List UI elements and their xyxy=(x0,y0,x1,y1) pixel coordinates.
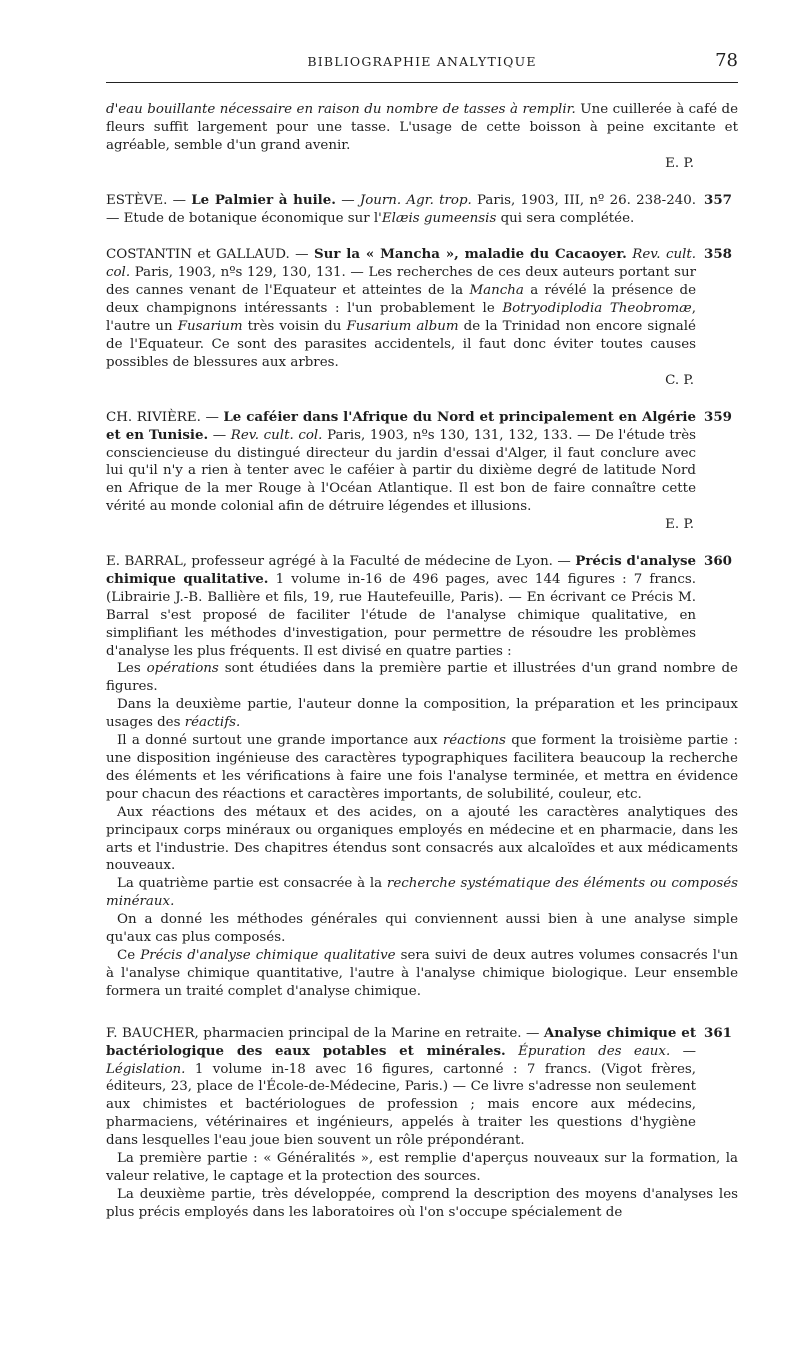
entry-text: a révélé la présence de deux champignons intéressants : l'un probablement le xyxy=(106,283,697,317)
entry-number: 358 xyxy=(704,246,732,263)
entry-italic: Fusarium album xyxy=(346,319,459,335)
entry-italic: réactions xyxy=(442,733,506,749)
entry-body: COSTANTIN et GALLAUD. — Sur la « Mancha », maladie du Cacaoyer. Rev. cult. col. Paris, 1903, nºs 129, 130, 131. — Les recherches de ces deux auteurs portant sur des cannes venant de l'Equateur et atteintes de la Mancha a révélé la présence de deux champignons intéressants : l'un probablement le Botryodiplodia Theobromæ, l'autre un Fusarium très voisin du Fusarium album de la Trinidad non encore signalé de l'Equateur. Ce sont des parasites accidentels, il faut donc éviter toutes causes possibles de blessures aux arbres. xyxy=(106,246,697,370)
entry-body: F. BAUCHER, pharmacien principal de la Marine en retraite. — Analyse chimique et bactériologique des eaux potables et minérales. Épuration des eaux. — Législation. 1 volume in-18 avec 16 figures, cartonné : 7 francs. (Vigot frères, éditeurs, 23, place de l'École-de-Médecine, Paris.) — Ce livre s'adresse non seulement aux chimistes et bactériologues de profession ; mais encore aux médecins, pharmaciens, vétérinaires et ingénieurs, appelés à traiter les questions d'hygiène dans lesquelles l'eau joue bien souvent un rôle prépondérant. xyxy=(106,1024,697,1149)
entry-ref: Paris, 1903, III, nº 26. 238-240. — Etude de botanique économique sur l' xyxy=(106,192,697,226)
entry-paragraph xyxy=(106,947,738,1001)
entry-author: CH. RIVIÈRE. xyxy=(106,409,201,425)
entry-author: ESTÈVE. xyxy=(106,192,168,208)
entry-text: de la Trinidad non encore signalé de l'Equateur. Ce sont des parasites accidentels, il faut donc éviter toutes causes possibles de blessures aux arbres. xyxy=(106,319,696,370)
continuation-paragraph xyxy=(106,101,738,155)
entry-italic: réactifs. xyxy=(184,715,241,731)
entry-text: Paris, 1903, nºs 129, 130, 131. — Les recherches de ces deux auteurs portant sur des cannes venant de l'Equateur et atteintes de la xyxy=(106,265,696,299)
entry-paragraph: La deuxième partie, très développée, comprend la description des moyens d'analyses les plus précis employés dans les laboratoires où l'on s'occupe spécialement de xyxy=(106,1186,738,1220)
continuation-italic: d'eau bouillante nécessaire en raison du nombre de tasses à remplir. xyxy=(106,102,576,117)
entry-body: ESTÈVE. — Le Palmier à huile. — Journ. Agr. trop. Paris, 1903, III, nº 26. 238-240. — Etude de botanique économique sur l'Elæis gumeensis qui sera complétée. xyxy=(106,191,697,226)
entry-author: COSTANTIN et GALLAUD. xyxy=(106,247,290,263)
running-header xyxy=(106,48,738,76)
entry-358 xyxy=(106,246,738,389)
entry-journal: Rev. cult. col. xyxy=(106,247,696,281)
entry-text: 1 volume in-18 avec 16 figures, cartonné : 7 francs. (Vigot frères, éditeurs, 23, place de l'École-de-Médecine, Paris.) — Ce livre s'adresse non seulement aux chimistes et bactériologues de profession ; mais encore aux médecins, pharmaciens, vétérinaires et ingénieurs, appelés à traiter les questions d'hygiène dans lesquelles l'eau joue bien souvent un rôle prépondérant. xyxy=(106,1061,696,1149)
entry-title: Précis d'analyse chimique qualitative. xyxy=(106,553,697,587)
entry-paragraph xyxy=(106,732,738,804)
entry-signature: E. P. xyxy=(665,517,694,533)
page xyxy=(106,48,738,1222)
entry-360 xyxy=(106,553,738,1001)
entry-text: Les xyxy=(117,661,147,677)
entry-italic: Précis d'analyse chimique qualitative xyxy=(140,947,396,963)
entry-body: CH. RIVIÈRE. — Le caféier dans l'Afrique du Nord et principalement en Algérie et en Tunisie. — Rev. cult. col. Paris, 1903, nºs 130, 131, 132, 133. — De l'étude très consciencieuse du distingué directeur du jardin d'essai d'Alger, il faut conclure avec lui qu'il n'y a rien à tenter avec le caféier à partir du dixième degré de latitude Nord en Afrique de la mer Rouge à l'Océan Atlantique. Il est bon de faire connaître cette vérité au monde colonial afin de détruire légendes et illusions. xyxy=(106,408,697,515)
entry-title: Analyse chimique et bactériologique des eaux potables et minérales. xyxy=(106,1024,697,1059)
entry-italic: Fusarium xyxy=(177,319,243,335)
continuation-signature: E. P. xyxy=(665,155,694,171)
entry-text: La quatrième partie est consacrée à la xyxy=(117,876,387,892)
entry-text: Dans la deuxième partie, l'auteur donne la composition, la préparation et les principaux usages des xyxy=(106,697,738,731)
entry-italic: opérations xyxy=(146,661,219,677)
entry-italic: recherche systématique des éléments ou composés minéraux. xyxy=(106,876,738,910)
continuation-text: Une cuillerée à café de fleurs suffit largement pour une tasse. L'usage de cette boisson à peine excitante et agréable, semble d'un grand avenir. xyxy=(106,102,738,153)
entry-journal: Rev. cult. col. xyxy=(230,427,323,443)
entry-italic: Épuration des eaux. — Législation. xyxy=(106,1043,696,1077)
header-rule xyxy=(106,82,738,83)
entry-text: Ce xyxy=(117,947,141,963)
entry-text: que forment la troisième partie : une disposition ingénieuse des caractères typographiques facilitera beaucoup la recherche des éléments et les vérifications à faire une fois l'analyse terminée, et mettra en évidence pour chacun des réactions et caractères importants, de solubilité, couleur, etc. xyxy=(106,733,738,802)
entry-signature: C. P. xyxy=(665,372,694,388)
entry-357 xyxy=(106,192,738,228)
entry-paragraph xyxy=(106,660,738,696)
entry-text: sont étudiées dans la première partie et illustrées d'un grand nombre de figures. xyxy=(106,661,738,695)
running-title: BIBLIOGRAPHIE ANALYTIQUE xyxy=(307,54,537,69)
entry-text: très voisin du xyxy=(242,319,347,335)
entry-author: F. BAUCHER, pharmacien principal de la Marine en retraite. xyxy=(106,1025,522,1041)
entry-text: , l'autre un xyxy=(106,301,696,335)
entry-title: Le Palmier à huile. xyxy=(191,191,336,208)
entry-number: 359 xyxy=(704,408,732,425)
entry-text: sera suivi de deux autres volumes consacrés l'un à l'analyse chimique quantitative, l'autre à l'analyse chimique biologique. Leur ensemble formera un traité complet d'analyse chimique. xyxy=(106,947,738,999)
entry-title: Le caféier dans l'Afrique du Nord et principalement en Algérie et en Tunisie. xyxy=(106,408,696,443)
entry-italic: Botryodiplodia Theobromæ xyxy=(502,301,692,317)
entry-paragraph xyxy=(106,875,738,911)
entry-number: 357 xyxy=(704,191,732,208)
entry-361 xyxy=(106,1025,738,1222)
page-number: 78 xyxy=(715,50,738,71)
entry-359 xyxy=(106,409,738,534)
entry-paragraph: On a donné les méthodes générales qui conviennent aussi bien à une analyse simple qu'aux cas plus composés. xyxy=(106,912,738,946)
entry-ref-italic: Elæis gumeensis xyxy=(381,210,497,226)
entry-author: E. BARRAL, professeur agrégé à la Faculté de médecine de Lyon. xyxy=(106,554,553,570)
entry-text: Paris, 1903, nºs 130, 131, 132, 133. — De l'étude très consciencieuse du distingué directeur du jardin d'essai d'Alger, il faut conclure avec lui qu'il n'y a rien à tenter avec le caféier à partir du dixième degré de latitude Nord en Afrique de la mer Rouge à l'Océan Atlantique. Il est bon de faire connaître cette vérité au monde colonial afin de détruire légendes et illusions. xyxy=(106,427,697,515)
entry-title: Sur la « Mancha », maladie du Cacaoyer. xyxy=(313,246,627,263)
entry-paragraph: Aux réactions des métaux et des acides, on a ajouté les caractères analytiques des principaux corps minéraux ou organiques employés en médecine et en pharmacie, dans les arts et l'industrie. Des chapitres étendus sont consacrés aux alcaloïdes et aux médicaments nouveaux. xyxy=(106,804,738,874)
entry-paragraph: La première partie : « Généralités », est remplie d'aperçus nouveaux sur la formation, la valeur relative, le captage et la protection des sources. xyxy=(106,1151,738,1184)
entry-paragraph xyxy=(106,696,738,732)
entry-ref-end: qui sera complétée. xyxy=(496,210,635,226)
entry-number: 360 xyxy=(704,553,732,570)
entry-journal: Journ. Agr. trop. xyxy=(359,192,472,208)
entry-body: E. BARRAL, professeur agrégé à la Faculté de médecine de Lyon. — Précis d'analyse chimique qualitative. 1 volume in-16 de 496 pages, avec 144 figures : 7 francs. (Librairie J.-B. Ballière et fils, 19, rue Hautefeuille, Paris). — En écrivant ce Précis M. Barral s'est proposé de faciliter l'étude de l'analyse chimique qualitative, en simplifiant les méthodes d'investigation, pour permettre de résoudre les problèmes d'analyse les plus fréquents. Il est divisé en quatre parties : xyxy=(106,553,697,659)
entry-italic: Mancha xyxy=(469,283,524,299)
entry-number: 361 xyxy=(704,1024,732,1041)
entry-text: 1 volume in-16 de 496 pages, avec 144 figures : 7 francs. (Librairie J.-B. Ballière et fils, 19, rue Hautefeuille, Paris). — En écrivant ce Précis M. Barral s'est proposé de faciliter l'étude de l'analyse chimique qualitative, en simplifiant les méthodes d'investigation, pour permettre de résoudre les problèmes d'analyse les plus fréquents. Il est divisé en quatre parties : xyxy=(106,571,696,659)
entry-text: Il a donné surtout une grande importance aux xyxy=(117,733,443,749)
